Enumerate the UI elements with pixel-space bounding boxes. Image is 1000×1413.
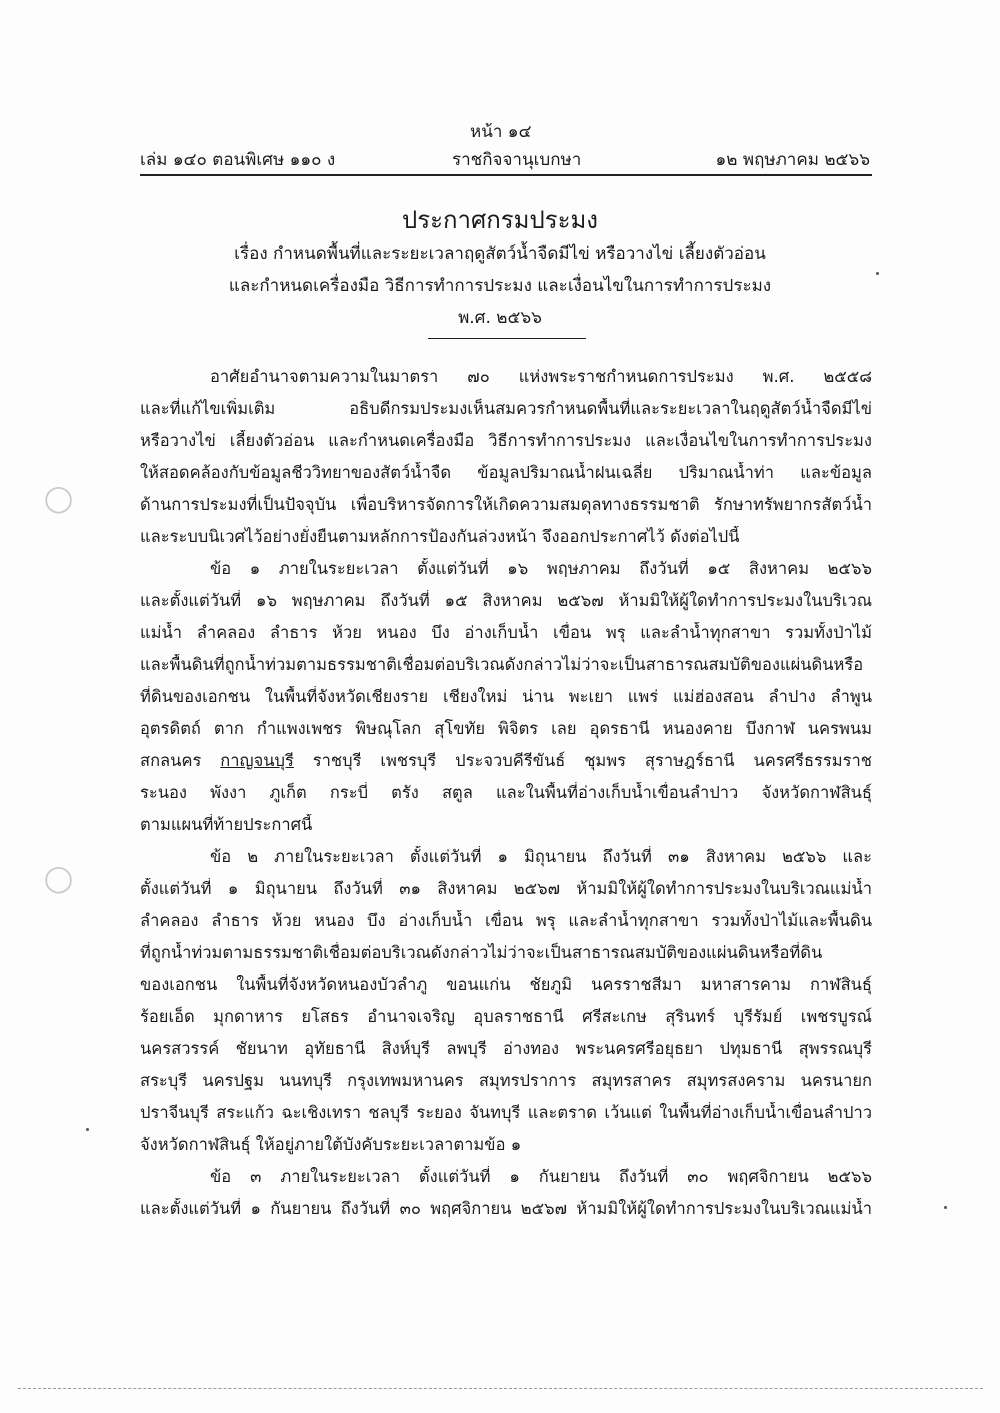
subject-line-1: เรื่อง กำหนดพื้นที่และระยะเวลาฤดูสัตว์น้ำจืดมีไข่ หรือวางไข่ เลี้ยงตัวอ่อน xyxy=(234,244,766,264)
clause-2-line: นครสวรรค์ ชัยนาท อุทัยธานี สิงห์บุรี ลพบุรี อ่างทอง พระนครศรีอยุธยา ปทุมธานี สุพรรณบุรี xyxy=(140,1039,872,1058)
scan-speck xyxy=(876,272,879,275)
clause-1-line: อุตรดิตถ์ ตาก กำแพงเพชร พิษณุโลก สุโขทัย พิจิตร เลย อุดรธานี หนองคาย บึงกาฬ นครพนม xyxy=(140,719,872,738)
clause-1-line: และพื้นดินที่ถูกน้ำท่วมตามธรรมชาติเชื่อมต่อบริเวณดังกล่าวไม่ว่าจะเป็นสาธารณสมบัติของแผ่นดินหรือ xyxy=(140,655,864,674)
clause-2-line: จังหวัดกาฬสินธุ์ ให้อยู่ภายใต้บังคับระยะเวลาตามข้อ ๑ xyxy=(140,1135,522,1154)
intro-line: และระบบนิเวศไว้อย่างยั่งยืนตามหลักการป้องกันล่วงหน้า จึงออกประกาศไว้ ดังต่อไปนี้ xyxy=(140,527,740,546)
hole-punch-mark: ◯ xyxy=(44,864,74,894)
clause-1-line: และตั้งแต่วันที่ ๑๖ พฤษภาคม ถึงวันที่ ๑๕ สิงหาคม ๒๕๖๗ ห้ามมิให้ผู้ใดทำการประมงในบริเวณ xyxy=(140,591,872,610)
clause-2-line: ลำคลอง ลำธาร ห้วย หนอง บึง อ่างเก็บน้ำ เขื่อน พรุ และลำน้ำทุกสาขา รวมทั้งป่าไม้และพื้นดิน xyxy=(140,911,872,930)
scan-edge-line xyxy=(18,1388,983,1389)
intro-line: และที่แก้ไขเพิ่มเติม อธิบดีกรมประมงเห็นสมควรกำหนดพื้นที่และระยะเวลาในฤดูสัตว์น้ำจืดมีไข่ xyxy=(140,399,872,418)
clause-2-line: ตั้งแต่วันที่ ๑ มิถุนายน ถึงวันที่ ๓๑ สิงหาคม ๒๕๖๗ ห้ามมิให้ผู้ใดทำการประมงในบริเวณแม่น้ำ xyxy=(140,879,872,898)
publication-date: ๑๒ พฤษภาคม ๒๕๖๖ xyxy=(715,150,870,170)
province-text: สกลนคร xyxy=(140,751,221,770)
clause-3-line: ข้อ ๓ ภายในระยะเวลา ตั้งแต่วันที่ ๑ กันยายน ถึงวันที่ ๓๐ พฤศจิกายน ๒๕๖๖ xyxy=(210,1167,872,1186)
clause-1-line xyxy=(140,750,872,774)
header-divider xyxy=(140,174,872,176)
clause-2-line: ที่ถูกน้ำท่วมตามธรรมชาติเชื่อมต่อบริเวณดังกล่าวไม่ว่าจะเป็นสาธารณสมบัติของแผ่นดินหรือที่ดิน xyxy=(140,943,823,962)
clause-2-line: ร้อยเอ็ด มุกดาหาร ยโสธร อำนาจเจริญ อุบลราชธานี ศรีสะเกษ สุรินทร์ บุรีรัมย์ เพชรบูรณ์ xyxy=(140,1007,872,1026)
clause-1-line: ที่ดินของเอกชน ในพื้นที่จังหวัดเชียงราย เชียงใหม่ น่าน พะเยา แพร่ แม่ฮ่องสอน ลำปาง ลำพูน xyxy=(140,687,872,706)
clause-1-line: ระนอง พังงา ภูเก็ต กระบี่ ตรัง สตูล และในพื้นที่อ่างเก็บน้ำเขื่อนลำปาว จังหวัดกาฬสินธุ์ xyxy=(140,783,872,802)
clause-3-line: และตั้งแต่วันที่ ๑ กันยายน ถึงวันที่ ๓๐ พฤศจิกายน ๒๕๖๗ ห้ามมิให้ผู้ใดทำการประมงในบริเวณแม่น้ำ xyxy=(140,1199,872,1218)
volume-info: เล่ม ๑๔๐ ตอนพิเศษ ๑๑๐ ง xyxy=(140,150,336,170)
underlined-province: กาญจนบุรี xyxy=(220,751,294,770)
subject-line-2: และกำหนดเครื่องมือ วิธีการทำการประมง และเงื่อนไขในการทำการประมง xyxy=(228,276,772,296)
gazette-name: ราชกิจจานุเบกษา xyxy=(452,150,582,170)
clause-2-line: สระบุรี นครปฐม นนทบุรี กรุงเทพมหานคร สมุทรปราการ สมุทรสาคร สมุทรสงคราม นครนายก xyxy=(140,1071,872,1090)
gazette-header xyxy=(140,146,870,170)
province-text: ราชบุรี เพชรบุรี ประจวบคีรีขันธ์ ชุมพร สุราษฎร์ธานี นครศรีธรรมราช xyxy=(293,751,872,770)
announcement-title: ประกาศกรมประมง xyxy=(401,206,599,234)
hole-punch-mark: ◯ xyxy=(44,484,74,514)
intro-line: อาศัยอำนาจตามความในมาตรา ๗๐ แห่งพระราชกำหนดการประมง พ.ศ. ๒๕๕๘ xyxy=(210,367,872,386)
scan-speck xyxy=(86,1128,89,1131)
page-number: หน้า ๑๔ xyxy=(470,122,532,142)
clause-2-line: ปราจีนบุรี สระแก้ว ฉะเชิงเทรา ชลบุรี ระยอง จันทบุรี และตราด เว้นแต่ ในพื้นที่อ่างเก็บน้ำเขื่อนลำปาว xyxy=(140,1103,872,1122)
intro-line: ให้สอดคล้องกับข้อมูลชีววิทยาของสัตว์น้ำจืด ข้อมูลปริมาณน้ำฝนเฉลี่ย ปริมาณน้ำท่า และข้อมูล xyxy=(140,463,872,482)
clause-1-line: แม่น้ำ ลำคลอง ลำธาร ห้วย หนอง บึง อ่างเก็บน้ำ เขื่อน พรุ และลำน้ำทุกสาขา รวมทั้งป่าไม้ xyxy=(140,623,872,642)
clause-1-line: ข้อ ๑ ภายในระยะเวลา ตั้งแต่วันที่ ๑๖ พฤษภาคม ถึงวันที่ ๑๕ สิงหาคม ๒๕๖๖ xyxy=(210,559,872,578)
intro-line: ด้านการประมงที่เป็นปัจจุบัน เพื่อบริหารจัดการให้เกิดความสมดุลทางธรรมชาติ รักษาทรัพยากรสัตว์น้ำ xyxy=(140,495,872,514)
intro-line: หรือวางไข่ เลี้ยงตัวอ่อน และกำหนดเครื่องมือ วิธีการทำการประมง และเงื่อนไขในการทำการประมง xyxy=(140,431,872,450)
title-divider xyxy=(428,338,586,339)
scan-speck xyxy=(944,1206,947,1209)
clause-1-line: ตามแผนที่ท้ายประกาศนี้ xyxy=(140,815,313,834)
clause-2-line: ของเอกชน ในพื้นที่จังหวัดหนองบัวลำภู ขอนแก่น ชัยภูมิ นครราชสีมา มหาสารคาม กาฬสินธุ์ xyxy=(140,975,872,994)
announcement-year: พ.ศ. ๒๕๖๖ xyxy=(458,308,542,328)
clause-2-line: ข้อ ๒ ภายในระยะเวลา ตั้งแต่วันที่ ๑ มิถุนายน ถึงวันที่ ๓๑ สิงหาคม ๒๕๖๖ และ xyxy=(210,847,872,866)
